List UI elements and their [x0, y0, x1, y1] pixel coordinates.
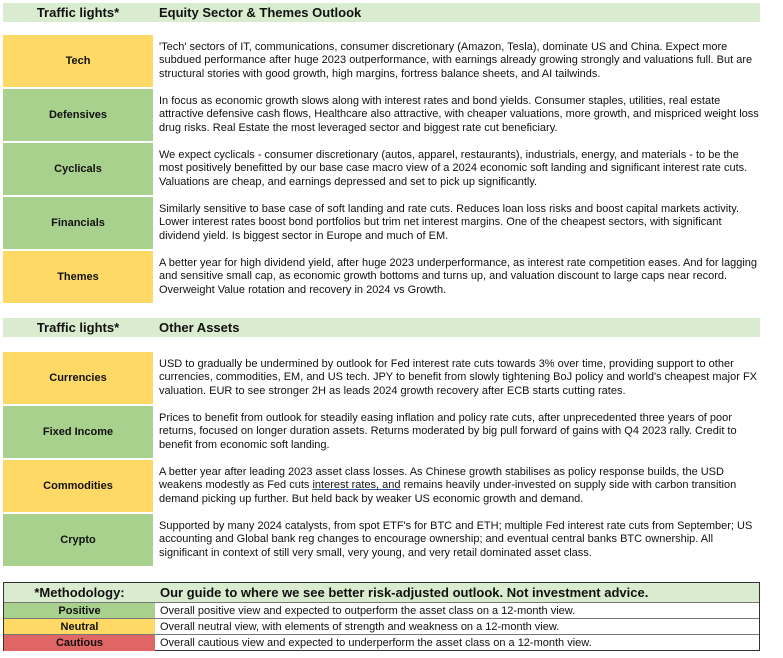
methodology-subtitle: Our guide to where we see better risk-adjusted outlook. Not investment advice.: [160, 585, 649, 600]
legend-label-neutral: Neutral: [4, 619, 155, 635]
legend-text-neutral: Overall neutral view, with elements of strength and weakness on a 12-month view.: [160, 621, 560, 633]
label-fixed-income: Fixed Income: [3, 406, 153, 458]
label-commodities: Commodities: [3, 460, 153, 512]
desc-tech: 'Tech' sectors of IT, communications, consumer discretionary (Amazon, Tesla), dominate US and China. Expect more subdued performance after huge 2023 outperformance, with earnings already growing strongly and valuations full. But are structural stories with good growth, high margins, fortress balance sheets, and AI tailwinds.: [159, 41, 753, 80]
label-crypto: Crypto: [3, 514, 153, 566]
legend-row-positive: [4, 602, 759, 619]
label-currencies: Currencies: [3, 352, 153, 404]
desc-commodities-underlined: interest rates, and: [312, 479, 401, 492]
desc-defensives: In focus as economic growth slows along with interest rates and bond yields. Consumer staples, utilities, real estate attractive defensive cash flows, Healthcare also attractive, with cheaper valuations, more growth, and mispriced weight loss drug risks. Real Estate the most leveraged sector and biggest rate cut beneficiary.: [159, 95, 759, 134]
equity-header: [3, 3, 760, 22]
desc-cyclicals: We expect cyclicals - consumer discretionary (autos, apparel, restaurants), industrials, energy, and materials - to be the most positively benefitted by our base case macro view of a 2024 economic soft landing and significant interest rate cuts. Valuations are cheap, and earnings depressed and set to pick up significantly.: [159, 149, 748, 188]
label-cyclicals: Cyclicals: [3, 143, 153, 195]
desc-fixed-income: Prices to benefit from outlook for steadily easing inflation and policy rate cuts, after unprecedented three years of poor returns, focused on longer duration assets. Returns moderated by big pull forward of gains with Q4 2023 rally. Credit to benefit from economic soft landing.: [159, 412, 737, 451]
label-financials: Financials: [3, 197, 153, 249]
desc-commodities-part-b: remains heavily under-invested on supply side with carbon transition demand picking up further. But held back by weaker US economic growth and demand.: [159, 479, 737, 505]
desc-themes: A better year for high dividend yield, after huge 2023 underperformance, as interest rate competition eases. And for lagging and sensitive small cap, as economic growth bottoms and turns up, and valuation discount to large caps near record. Overweight Value rotation and recovery in 2024 vs Growth.: [159, 257, 758, 296]
methodology-box: [3, 582, 760, 651]
traffic-lights-header: Traffic lights*: [36, 5, 120, 20]
legend-text-cautious: Overall cautious view and expected to underperform the asset class on a 12-month view.: [160, 637, 592, 649]
label-tech: Tech: [3, 35, 153, 87]
label-defensives: Defensives: [3, 89, 153, 141]
legend-row-neutral: [4, 618, 759, 635]
desc-commodities-part-a: A better year after leading 2023 asset class losses. As Chinese growth stabilises as policy response builds, the USD weakens modestly as Fed cuts: [159, 466, 724, 492]
methodology-header: [4, 583, 759, 602]
other-assets-title: Other Assets: [159, 320, 240, 335]
legend-text-positive: Overall positive view and expected to outperform the asset class on a 12-month view.: [160, 605, 576, 617]
desc-financials: Similarly sensitive to base case of soft landing and rate cuts. Reduces loan loss risks and boost capital markets activity. Lower interest rates boost bond portfolios but trim net interest margins. One of the cheapest sectors, with significant dividend yield. Is biggest sector in Europe and much of EM.: [159, 203, 740, 242]
equity-section-title: Equity Sector & Themes Outlook: [159, 5, 362, 20]
legend-label-cautious: Cautious: [4, 635, 155, 651]
other-assets-header: [3, 318, 760, 337]
label-themes: Themes: [3, 251, 153, 303]
legend-row-cautious: [4, 634, 759, 651]
desc-currencies: USD to gradually be undermined by outlook for Fed interest rate cuts towards 3% over time, providing support to other currencies, commodities, EM, and US tech. JPY to benefit from slowly tightening BoJ policy and world's cheapest major FX valuation. EUR to see stronger 2H as leads 2024 growth recovery after ECB starts cutting rates.: [159, 358, 757, 397]
desc-commodities: [159, 466, 759, 506]
desc-crypto: Supported by many 2024 catalysts, from spot ETF's for BTC and ETH; multiple Fed interest rate cuts from September; US accounting and Global bank reg changes to encourage ownership; and eventual central banks BTC ownership. All significant in context of still very small, very young, and very retail dominated asset class.: [159, 520, 753, 559]
legend-label-positive: Positive: [4, 603, 155, 619]
traffic-lights-header: Traffic lights*: [36, 320, 120, 335]
methodology-title: *Methodology:: [34, 585, 125, 600]
